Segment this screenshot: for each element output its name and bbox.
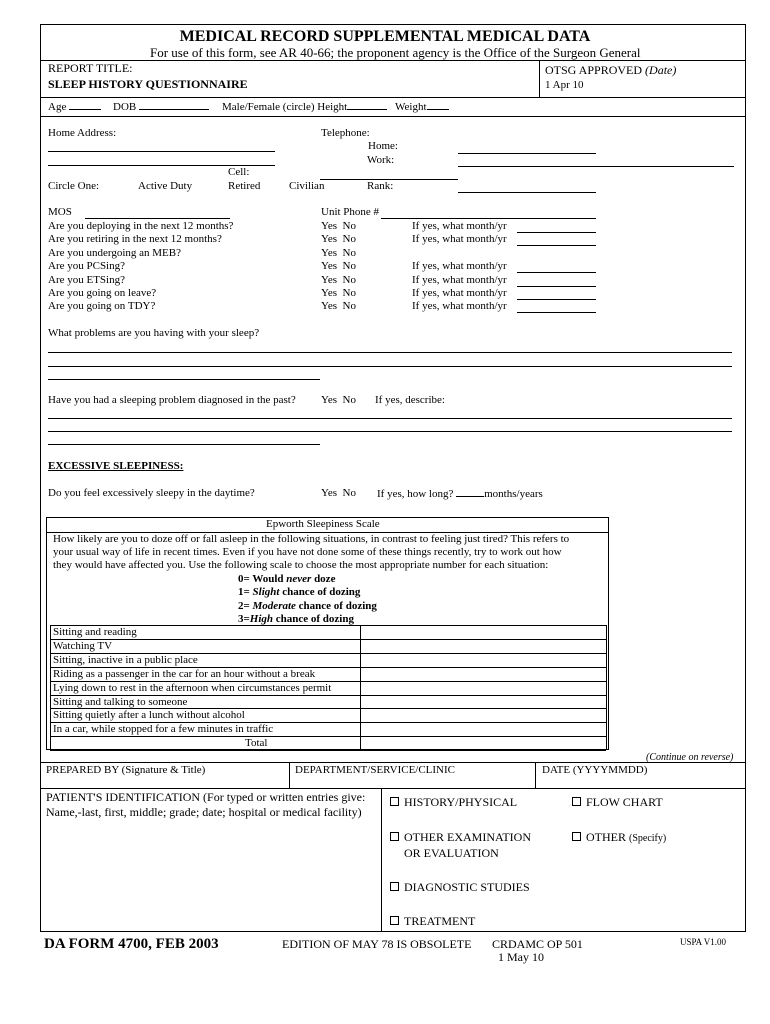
date-label: DATE (YYYYMMDD) xyxy=(542,764,648,776)
unit-phone-label: Unit Phone # xyxy=(321,206,380,218)
height-label xyxy=(222,100,387,113)
flow-chart-label: FLOW CHART xyxy=(586,795,663,809)
scale-description: chance of dozing xyxy=(295,599,377,612)
diagnostic-label: DIAGNOSTIC STUDIES xyxy=(404,880,530,894)
scale-emphasis: Moderate xyxy=(252,599,296,612)
situation-row xyxy=(50,625,606,639)
report-title-label: REPORT TITLE: xyxy=(48,61,133,75)
table-left-border xyxy=(50,625,51,750)
civilian-option[interactable]: Civilian xyxy=(289,180,325,192)
crdamc-text: CRDAMC OP 501 xyxy=(492,937,583,951)
history-label: HISTORY/PHYSICAL xyxy=(404,795,518,809)
units-text: months/years xyxy=(484,488,543,500)
situation-row xyxy=(50,667,606,681)
yes-no-option[interactable]: Yes No xyxy=(321,300,356,313)
month-year-field[interactable] xyxy=(517,299,596,300)
treatment-checkbox[interactable] xyxy=(390,914,475,929)
daytime-question: Do you feel excessively sleepy in the daytime? xyxy=(48,487,255,499)
score-cell[interactable] xyxy=(360,709,361,723)
how-long-field[interactable] xyxy=(456,487,484,497)
epworth-intro-3: they would have affected you. Use the following scale to choose the most appropriate number for each situation: xyxy=(53,559,549,571)
situation-label: Watching TV xyxy=(53,639,113,652)
scale-item xyxy=(238,573,335,585)
sleep-problems-line-1[interactable] xyxy=(48,352,732,353)
scale-item xyxy=(238,600,377,612)
circle-one-label: Circle One: xyxy=(48,180,100,192)
diagnostic-checkbox[interactable] xyxy=(390,880,530,895)
diagnosed-line-3[interactable] xyxy=(48,444,320,445)
report-title-value: SLEEP HISTORY QUESTIONNAIRE xyxy=(48,77,248,91)
situation-label: Sitting, inactive in a public place xyxy=(53,653,198,666)
daytime-how-long xyxy=(377,487,543,500)
home-phone-field[interactable] xyxy=(458,153,596,154)
epworth-intro-2: your usual way of life in recent times. Even if you have not done some of these things recently, try to work out how xyxy=(53,546,562,558)
table-right-border xyxy=(606,625,607,750)
situation-row xyxy=(50,695,606,709)
military-question: Are you deploying in the next 12 months? xyxy=(48,220,234,232)
situation-label: Sitting quietly after a lunch without alcohol xyxy=(53,709,245,722)
other-exam-line-2: OR EVALUATION xyxy=(404,846,499,860)
score-cell[interactable] xyxy=(360,626,361,640)
yes-no-option[interactable]: Yes No xyxy=(321,220,356,232)
excessive-sleepiness-heading: EXCESSIVE SLEEPINESS: xyxy=(48,460,184,472)
score-cell[interactable] xyxy=(360,682,361,696)
month-year-label: If yes, what month/yr xyxy=(412,287,507,299)
demographics-divider xyxy=(40,116,746,117)
scale-number: 0= Would xyxy=(238,573,287,585)
rank-field[interactable] xyxy=(458,192,596,193)
dob-field[interactable] xyxy=(139,100,209,110)
situation-label: Lying down to rest in the afternoon when circumstances permit xyxy=(53,681,332,694)
flow-chart-checkbox[interactable] xyxy=(572,795,663,810)
other-specify: (Specify) xyxy=(629,833,667,844)
edition-text: EDITION OF MAY 78 IS OBSOLETE xyxy=(282,937,472,951)
prepared-divider-2 xyxy=(535,762,536,788)
situation-label: Sitting and reading xyxy=(53,626,137,638)
weight-text: Weight xyxy=(395,101,427,113)
patient-divider xyxy=(381,788,382,932)
score-cell[interactable] xyxy=(360,696,361,710)
month-year-field[interactable] xyxy=(517,286,596,287)
month-year-field[interactable] xyxy=(517,312,596,313)
military-question: Are you ETSing? xyxy=(48,273,125,286)
score-cell[interactable] xyxy=(360,737,361,751)
patient-id-label: PATIENT'S IDENTIFICATION (For typed or written entries give: Name,-last, first, middle; grade; date; hospital or medical facility) xyxy=(46,790,366,819)
otsg-approved: OTSG APPROVED xyxy=(545,63,643,77)
age-text: Age xyxy=(48,101,67,113)
diagnosed-line-1[interactable] xyxy=(48,418,732,419)
may-date: 1 May 10 xyxy=(498,950,544,964)
diagnosed-describe: If yes, describe: xyxy=(375,394,445,406)
score-cell[interactable] xyxy=(360,654,361,668)
form-title: MEDICAL RECORD SUPPLEMENTAL MEDICAL DATA xyxy=(179,28,591,45)
scale-description: chance of dozing xyxy=(273,612,354,625)
situation-row xyxy=(50,639,606,653)
total-row xyxy=(50,736,606,750)
work-phone-field[interactable] xyxy=(458,166,734,167)
score-cell[interactable] xyxy=(360,723,361,737)
dob-text: DOB xyxy=(113,101,137,113)
diagnostic-box[interactable] xyxy=(390,882,399,891)
table-bottom-border xyxy=(50,750,606,751)
prepared-divider-1 xyxy=(289,762,290,788)
sex-height-text: Male/Female (circle) Height xyxy=(222,101,348,113)
otsg-date: 1 Apr 10 xyxy=(545,79,584,91)
telephone-label: Telephone: xyxy=(321,127,370,139)
diagnosed-question: Have you had a sleeping problem diagnosed in the past? xyxy=(48,394,296,406)
history-checkbox[interactable] xyxy=(390,795,517,810)
score-cell[interactable] xyxy=(360,668,361,682)
age-label xyxy=(48,100,101,113)
military-question: Are you retiring in the next 12 months? xyxy=(48,233,222,246)
scale-item xyxy=(238,586,360,598)
military-question: Are you undergoing an MEB? xyxy=(48,246,181,259)
situation-label: Riding as a passenger in the car for an hour without a break xyxy=(53,667,316,680)
scale-number: 1= xyxy=(238,586,253,599)
yes-no-option[interactable]: Yes No xyxy=(321,287,356,299)
scale-description: chance of dozing xyxy=(279,586,361,599)
situation-row xyxy=(50,722,606,736)
scale-number: 2= xyxy=(238,599,253,612)
age-field[interactable] xyxy=(69,100,101,110)
scale-emphasis: High xyxy=(249,612,274,625)
month-year-field[interactable] xyxy=(517,245,596,246)
work-phone-label: Work: xyxy=(367,154,395,166)
diagnosed-line-2[interactable] xyxy=(48,431,732,432)
month-year-field[interactable] xyxy=(517,272,596,273)
situation-row xyxy=(50,653,606,667)
sleep-problems-line-3[interactable] xyxy=(48,379,320,380)
dob-label xyxy=(113,100,209,113)
flow-chart-box[interactable] xyxy=(572,797,581,806)
sleep-problems-question: What problems are you having with your sleep? xyxy=(48,327,260,339)
continue-on-reverse: (Continue on reverse) xyxy=(646,752,734,763)
sleep-problems-line-2[interactable] xyxy=(48,366,732,367)
weight-field[interactable] xyxy=(427,100,449,110)
mos-label: MOS xyxy=(48,206,72,218)
scale-item xyxy=(238,613,354,625)
epworth-title: Epworth Sleepiness Scale xyxy=(266,518,380,530)
month-year-label: If yes, what month/yr xyxy=(412,300,507,313)
prepared-top-divider xyxy=(40,762,746,763)
scale-emphasis: Slight xyxy=(252,586,280,599)
month-year-label: If yes, what month/yr xyxy=(412,260,507,273)
history-box[interactable] xyxy=(390,797,399,806)
military-question: Are you PCSing? xyxy=(48,260,125,273)
yes-no-option[interactable]: Yes No xyxy=(321,260,356,273)
yes-no-option[interactable]: Yes No xyxy=(321,246,356,259)
diagnosed-yes-no[interactable]: Yes No xyxy=(321,394,356,406)
retired-option[interactable]: Retired xyxy=(228,180,261,192)
rank-label: Rank: xyxy=(367,180,394,192)
yes-no-option[interactable]: Yes No xyxy=(321,273,356,286)
otsg-date-label: (Date) xyxy=(645,63,677,77)
month-year-label: If yes, what month/yr xyxy=(412,233,507,246)
scale-emphasis: never xyxy=(286,573,312,585)
department-label: DEPARTMENT/SERVICE/CLINIC xyxy=(295,764,456,776)
month-year-label: If yes, what month/yr xyxy=(412,220,507,232)
header-divider xyxy=(40,60,746,61)
situation-row xyxy=(50,708,606,722)
situation-label: Sitting and talking to someone xyxy=(53,695,188,708)
other-exam-label: OTHER EXAMINATION xyxy=(404,830,531,844)
score-cell[interactable] xyxy=(360,640,361,654)
scale-description: doze xyxy=(311,573,336,585)
month-year-field[interactable] xyxy=(517,232,596,233)
military-question: Are you going on leave? xyxy=(48,287,157,299)
epworth-intro-1: How likely are you to doze off or fall asleep in the following situations, in contrast to feeling just tired? This refers to xyxy=(53,533,570,545)
uspa-version: USPA V1.00 xyxy=(680,937,727,947)
treatment-box[interactable] xyxy=(390,916,399,925)
situation-label: In a car, while stopped for a few minutes in traffic xyxy=(53,723,274,736)
cell-label: Cell: xyxy=(228,166,250,178)
other-box[interactable] xyxy=(572,832,581,841)
other-exam-checkbox[interactable] xyxy=(390,830,531,845)
other-checkbox[interactable] xyxy=(572,830,666,845)
how-long-text: If yes, how long? xyxy=(377,488,454,500)
scale-number: 3= xyxy=(238,612,250,625)
address-line-1[interactable] xyxy=(48,151,275,152)
height-field[interactable] xyxy=(347,100,387,110)
weight-label xyxy=(395,100,449,113)
otsg-label xyxy=(545,63,676,78)
prepared-by-label: PREPARED BY (Signature & Title) xyxy=(46,764,206,776)
active-duty-option[interactable]: Active Duty xyxy=(138,180,193,192)
home-address-label: Home Address: xyxy=(48,127,117,139)
other-exam-box[interactable] xyxy=(390,832,399,841)
form-subtitle: For use of this form, see AR 40-66; the proponent agency is the Office of the Surgeon General xyxy=(150,45,641,60)
total-label: Total xyxy=(245,737,268,750)
unit-phone-field[interactable] xyxy=(381,218,596,219)
form-number: DA FORM 4700, FEB 2003 xyxy=(44,936,219,952)
other-label: OTHER xyxy=(586,830,626,844)
home-phone-label: Home: xyxy=(368,140,398,152)
military-question: Are you going on TDY? xyxy=(48,300,156,313)
situation-row xyxy=(50,681,606,695)
report-divider xyxy=(40,97,746,98)
mos-field[interactable] xyxy=(85,218,230,219)
month-year-label: If yes, what month/yr xyxy=(412,273,507,286)
yes-no-option[interactable]: Yes No xyxy=(321,233,356,246)
daytime-yes-no[interactable]: Yes No xyxy=(321,487,356,499)
otsg-divider xyxy=(539,60,540,97)
prepared-bottom-divider xyxy=(40,788,746,789)
treatment-label: TREATMENT xyxy=(404,914,476,928)
